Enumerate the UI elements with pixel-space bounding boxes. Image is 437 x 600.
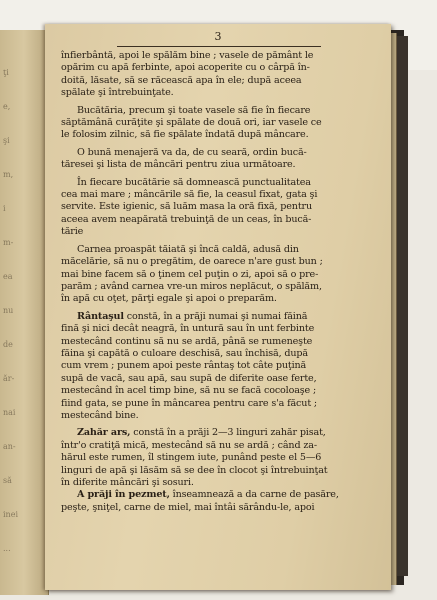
text-line <box>61 159 387 171</box>
header-rule <box>117 46 321 47</box>
line-text: înfierbântă, apoi le spălăm bine ; vasele de pământ le <box>61 50 314 61</box>
line-text: tăresei şi lista de mâncări pentru ziua următoare. <box>61 159 296 171</box>
line-text: constă, în a prăji numai şi numai făină <box>126 310 308 322</box>
previous-page-fragment: nu <box>3 306 14 315</box>
bold-term: Rântaşul <box>77 310 124 322</box>
line-text: Carnea proaspăt tăiată şi încă caldă, adusă din <box>77 243 299 255</box>
previous-page-fragment: inei <box>3 510 19 519</box>
line-text: săptămână curăţite şi spălate de două ori, iar vasele ce <box>61 117 322 129</box>
text-line <box>61 293 387 305</box>
line-text: doită, lăsate, să se răcească apa în ele; după aceea <box>61 74 302 86</box>
text-line <box>61 50 387 62</box>
text-line <box>61 201 387 213</box>
text-line <box>61 75 387 87</box>
line-text: hărul este rumen, îl stingem iute, punând peste el 5—6 <box>61 452 322 464</box>
text-line <box>61 117 387 129</box>
line-text: măcelărie, să nu o pregătim, de oarece n'are gust bun ; <box>61 256 323 268</box>
previous-page-fragment: e, <box>3 102 11 111</box>
previous-page-edge <box>0 30 49 595</box>
line-text: fiind gata, se pune în mâncarea pentru care s'a făcut ; <box>61 397 318 409</box>
text-line <box>61 410 387 422</box>
book-page <box>45 24 391 590</box>
line-text: într'o cratiţă mică, mestecând să nu se ardă ; când za- <box>61 439 317 451</box>
text-line <box>61 489 387 501</box>
text-line <box>61 147 387 159</box>
text-line <box>61 129 387 141</box>
previous-page-fragment: ăr- <box>3 374 15 383</box>
text-line <box>61 427 387 439</box>
text-line <box>61 226 387 238</box>
previous-page-fragment: i <box>3 204 6 213</box>
line-text: în diferite mâncări şi sosuri. <box>61 477 194 488</box>
text-line <box>61 440 387 452</box>
text-line <box>61 465 387 477</box>
previous-page-fragment: ea <box>3 272 13 281</box>
bold-term: A prăji în pezmet, <box>77 489 170 501</box>
text-line <box>61 281 387 293</box>
previous-page-fragment: de <box>3 340 13 349</box>
previous-page-fragment: m- <box>3 238 14 247</box>
text-line <box>61 502 387 514</box>
line-text: făina şi capătă o culoare deschisă, sau închisă, după <box>61 347 308 359</box>
line-text: În fiecare bucătărie să domnească punctualitatea <box>77 176 311 188</box>
text-line <box>61 360 387 372</box>
text-line <box>61 62 387 74</box>
line-text: supă de vacă, sau apă, sau supă de diferite oase ferte, <box>61 372 317 384</box>
text-line <box>61 87 387 99</box>
text-line <box>61 348 387 360</box>
previous-page-fragment: să <box>3 476 12 485</box>
previous-page-fragment: nai <box>3 408 16 417</box>
text-line <box>61 177 387 189</box>
line-text: O bună menajeră va da, de cu seară, ordin bucă- <box>77 146 307 158</box>
line-text: spălate şi întrebuinţate. <box>61 87 174 99</box>
text-line <box>61 189 387 201</box>
line-text: tărie <box>61 226 84 238</box>
text-line <box>61 105 387 117</box>
line-text: înseamnează a da carne de pasăre, <box>172 489 339 501</box>
previous-page-fragment: ... <box>3 544 11 553</box>
text-line <box>61 398 387 410</box>
text-line <box>61 452 387 464</box>
line-text: în apă cu oţet, părţi egale şi apoi o preparăm. <box>61 293 277 305</box>
line-text: fină şi nici decât neagră, în untură sau în unt ferbinte <box>61 323 315 335</box>
line-text: peşte, şniţel, carne de miel, mai întâi sărându-le, apoi <box>61 501 315 513</box>
previous-page-fragment: şi <box>3 136 10 145</box>
line-text: cum vrem ; punem apoi peste rântaş tot câte puţină <box>61 360 307 372</box>
line-text: mestecând bine. <box>61 409 139 421</box>
line-text: le folosim zilnic, să fie spălate îndată după mâncare. <box>61 129 309 141</box>
text-line <box>61 373 387 385</box>
line-text: Bucătăria, precum şi toate vasele să fie în fiecare <box>77 104 311 116</box>
line-text: parăm ; având carnea vre-un miros neplăcut, o spălăm, <box>61 280 322 292</box>
line-text: mai bine facem să o ţinem cel puţin o zi, apoi să o pre- <box>61 268 319 280</box>
line-text: aceea avem neapărată trebuinţă de un ceas, în bucă- <box>61 213 312 225</box>
previous-page-fragment: ţi <box>3 68 9 77</box>
bold-term: Zahăr ars, <box>77 427 131 439</box>
page-number: 3 <box>214 30 222 43</box>
line-text: linguri de apă şi lăsăm să se dee în clocot şi întrebuinţat <box>61 464 328 476</box>
page-text <box>61 50 387 514</box>
line-text: constă în a prăji 2—3 linguri zahăr pisat, <box>133 427 326 439</box>
text-line <box>61 214 387 226</box>
text-line <box>61 385 387 397</box>
text-line <box>61 336 387 348</box>
text-line <box>61 269 387 281</box>
text-line <box>61 244 387 256</box>
line-text: opărim cu apă ferbinte, apoi acoperite cu o cârpă în- <box>61 62 310 74</box>
text-line <box>61 256 387 268</box>
text-line <box>61 311 387 323</box>
previous-page-fragment: an- <box>3 442 16 451</box>
previous-page-fragment: m, <box>3 170 14 179</box>
line-text: mestecând continu să nu se ardă, până se rumeneşte <box>61 335 313 347</box>
line-text: mestecând în acel timp bine, să nu se facă cocoloaşe ; <box>61 385 317 397</box>
text-line <box>61 323 387 335</box>
line-text: cea mai mare ; mâncările să fie, la ceasul fixat, gata şi <box>61 189 318 201</box>
line-text: servite. Este igienic, să luăm masa la oră fixă, pentru <box>61 201 312 213</box>
text-line <box>61 477 387 489</box>
